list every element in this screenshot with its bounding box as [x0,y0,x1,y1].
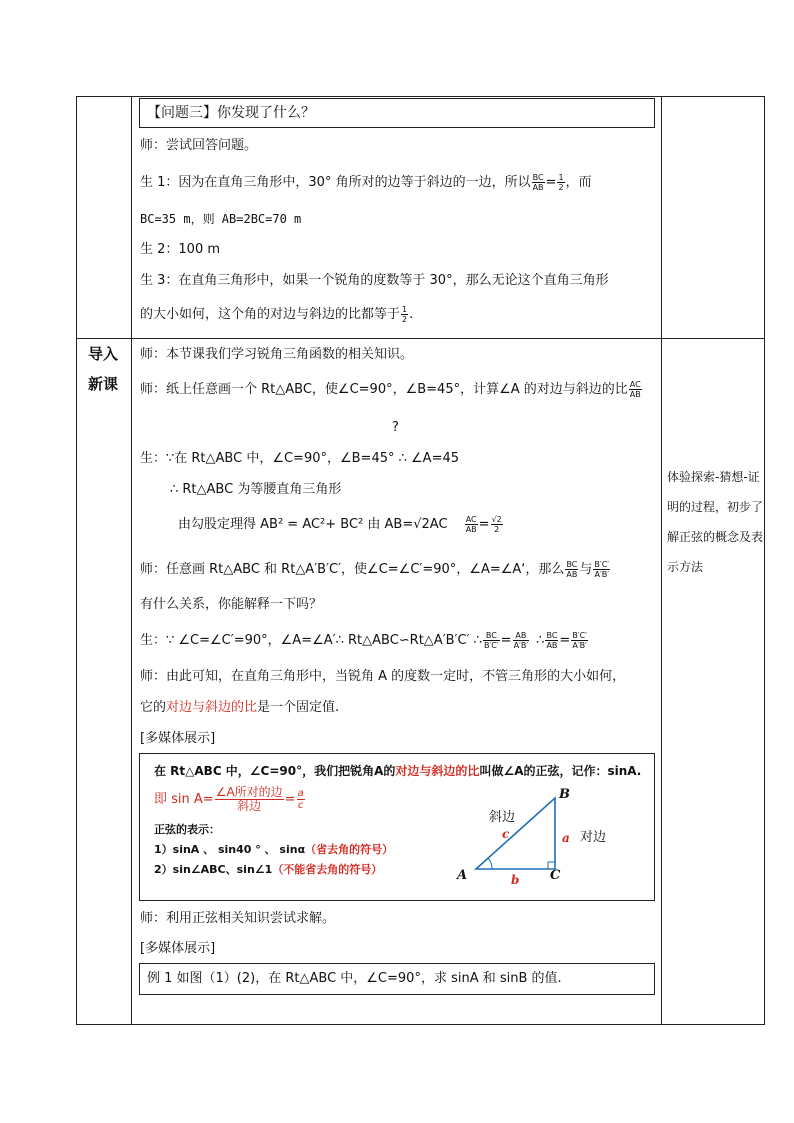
conclusion-line2: 它的对边与斜边的比是一个固定值. [140,700,340,715]
column-divider-1 [131,96,132,1025]
teacher-prompt: 师：尝试回答问题。 [140,138,258,153]
triangle-diagram [440,780,640,890]
vertex-b-label: B [559,787,570,802]
table-left-border [76,96,77,1025]
proof-line: 生：∵ ∠C=∠C′=90°，∠A=∠A′∴ Rt△ABC∽Rt△A′B′C′ ∴ $\frac{BC}{B'C'}$ = $\frac{AB}{A'B'}$ ∴ $\frac{BC}{AB}$ = $\frac{B'C'}{A'B'}$ [140,631,588,650]
example-text: 例 1 如图（1）(2)，在 Rt△ABC 中，∠C=90°，求 sinA 和 sinB 的值. [147,971,562,986]
notation-title: 正弦的表示： [154,823,220,836]
column-divider-2 [661,96,662,1025]
student1-line2: BC=35 m，则 AB=2BC=70 m [140,212,302,226]
similar-triangles-line1: 师：任意画 Rt△ABC 和 Rt△A′B′C′，使∠C=∠C′=90°，∠A=∠A‘，那么 $\frac{BC}{AB}$ 与 $\frac{B'C'}{A'B'}$ [140,560,610,579]
student3-line2: 的大小如何，这个角的对边与斜边的比都等于 $\frac{1}{2}$ . [140,305,414,324]
intro-line: 师：本节课我们学习锐角三角函数的相关知识。 [140,347,414,362]
student-answer-2: ∴ Rt△ABC 为等腰直角三角形 [170,482,342,497]
question-mark: ? [392,420,399,435]
table-right-border [764,96,765,1025]
multimedia-label-1: [多媒体展示] [140,731,216,746]
side-c-label: c [502,827,510,841]
notation-item-1: 1）sinA 、 sin40 ° 、 sinα（省去角的符号） [154,843,394,856]
section-label: 导入 新课 [88,345,119,393]
opposite-label: 对边 [580,830,607,845]
side-note: 体验探索-猜想-证明的过程，初步了解正弦的概念及表示方法 [667,470,764,574]
side-a-label: a [562,831,570,845]
side-b-label: b [511,873,520,887]
pythagoras-line: 由勾股定理得 AB² = AC²+ BC² 由 AB=√2AC $\frac{AC}{AB}$ = $\frac{√2}{2}$ [178,515,502,534]
try-line: 师：利用正弦相关知识尝试求解。 [140,911,336,926]
slide-formula: 即 sin A= $\frac{\text{∠A所对的边}}{\text{斜边}}$ = $\frac{a}{c}$ [154,785,304,813]
notation-item-2: 2）sin∠ABC、sin∠1（不能省去角的符号） [154,863,383,876]
student-answer-1: 生：∵在 Rt△ABC 中，∠C=90°，∠B=45° ∴ ∠A=45 [140,451,460,466]
hypotenuse-label: 斜边 [489,810,516,825]
draw-instruction: 师：纸上任意画一个 Rt△ABC，使∠C=90°，∠B=45°，计算∠A 的对边与斜边的比 $\frac{AC}{AB}$ [140,380,641,399]
multimedia-label-2: [多媒体展示] [140,941,216,956]
conclusion-line1: 师：由此可知，在直角三角形中，当锐角 A 的度数一定时，不管三角形的大小如何， [140,669,626,684]
vertex-a-label: A [457,868,468,883]
student2-line: 生 2：100 m [140,242,221,257]
question-title: 【问题三】你发现了什么？ [147,105,315,121]
slide-definition: 在 Rt△ABC 中，∠C=90°，我们把锐角A的对边与斜边的比叫做∠A的正弦，记作：sinA. [154,764,642,778]
angle-a-arc [488,858,492,869]
similar-triangles-line2: 有什么关系，你能解释一下吗？ [140,597,323,612]
student3-line1: 生 3：在直角三角形中，如果一个锐角的度数等于 30°，那么无论这个直角三角形 [140,273,609,288]
vertex-c-label: C [550,868,561,883]
student1-line1: 生 1：因为在直角三角形中，30° 角所对的边等于斜边的一边，所以 $\frac{BC}{AB}$ = $\frac{1}{2}$ ，而 [140,173,592,192]
